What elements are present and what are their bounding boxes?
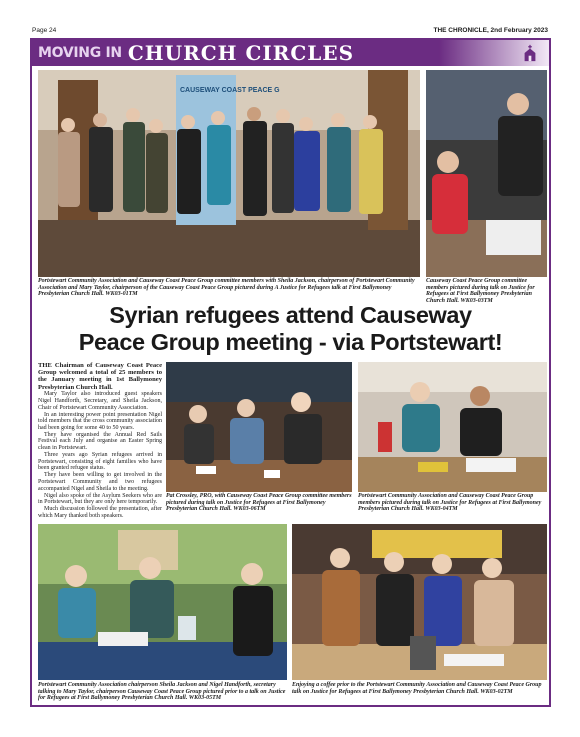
photo-pat-crossley <box>166 362 352 492</box>
page-folio <box>32 24 548 36</box>
photo-coffee <box>292 524 547 680</box>
caption-mid-right: Portstewart Community Association and Causeway Coast Peace Group members pictured during talk on Justice for Refugees at First Ballymoney Presbyterian Church Hall. WK03-04TM <box>358 493 542 513</box>
article-paragraph: Nigel also spoke of the Asylum Seekers who are in Portstewart, but they are only here temporarily. <box>38 492 162 506</box>
photo-committee-seated <box>426 70 547 277</box>
article-paragraph: In an interesting power point presentation Nigel told members that the cross community association had been going for some 40 to 50 years. <box>38 411 162 431</box>
article-paragraph: They have been willing to get involved in the Portstewart Community and two refugees accompanied Nigel and Sheila to the meeting. <box>38 472 162 492</box>
caption-bottom-left: Portstewart Community Association chairperson Sheila Jackson and Nigel Handforth, secretary talking to Mary Taylor, chairperson Causeway Coast Peace Group pictured prior to a talk on Justice for Refugees at First Ballymoney Presbyterian Church Hall. WK03-05TM <box>38 682 286 702</box>
page-frame <box>30 38 551 707</box>
photo-group-committee <box>38 70 420 277</box>
caption-mid-left: Pat Crossley, PRO, with Causeway Coast Peace Group committee members pictured during talk on Justice for Refugees at First Ballymoney Presbyterian Church Hall. WK03-06TM <box>166 493 352 513</box>
caption-top-left: Portstewart Community Association and Causeway Coast Peace Group committee members with Sheila Jackson, chairperson of Portstewart Community Association and Mary Taylor, chairperson of the Causeway Coast Peace Group pictured during A Justice for Refugees talk at First Ballymoney Presbyterian Church Hall. WK03-01TM <box>38 278 415 298</box>
page-number: Page 24 <box>32 26 57 34</box>
issue-date: THE CHRONICLE, 2nd February 2023 <box>433 26 548 34</box>
section-banner <box>32 40 549 66</box>
article-body <box>38 362 162 532</box>
photo-members-table <box>358 362 547 492</box>
section-kicker: MOVING IN <box>38 45 122 61</box>
article-paragraph: They have organised the Annual Red Sails Festival each July and organise an Easter Spring clean in Portstewart. <box>38 431 162 452</box>
headline-line-2: Peace Group meeting - via Portstewart! <box>78 329 503 355</box>
photo-conversation <box>38 524 287 680</box>
headline <box>38 302 543 356</box>
sign-text: CAUSEWAY COAST PEACE G <box>180 87 280 94</box>
article-paragraph: Mary Taylor also introduced guest speakers Nigel Handforth, Secretary, and Sheila Jackson, Chair of Portstewart Community Association. <box>38 391 162 411</box>
article-paragraph: Much discussion followed the presentation, after which Mary thanked both speakers. <box>38 506 162 519</box>
article-paragraph: THE Chairman of Causeway Coast Peace Group welcomed a total of 25 members to the January meeting in 1st Ballymoney Presbyterian Church Hall. <box>38 362 162 391</box>
caption-top-right: Causeway Coast Peace Group committee members pictured during talk on Justice for Refugees at First Ballymoney Presbyterian Church Hall. WK03-03TM <box>426 278 535 305</box>
article-paragraph: Three years ago Syrian refugees arrived in Portstewart, consisting of eight families who have been granted refugee status. <box>38 452 162 472</box>
church-icon <box>521 44 539 62</box>
caption-bottom-right: Enjoying a coffee prior to the Portstewart Community Association and Causeway Coast Peace Group talk on Justice for Refugees at First Ballymoney Presbyterian Church Hall. WK03-02TM <box>292 682 542 695</box>
section-title: CHURCH CIRCLES <box>127 41 355 65</box>
headline-line-1: Syrian refugees attend Causeway <box>109 302 472 328</box>
